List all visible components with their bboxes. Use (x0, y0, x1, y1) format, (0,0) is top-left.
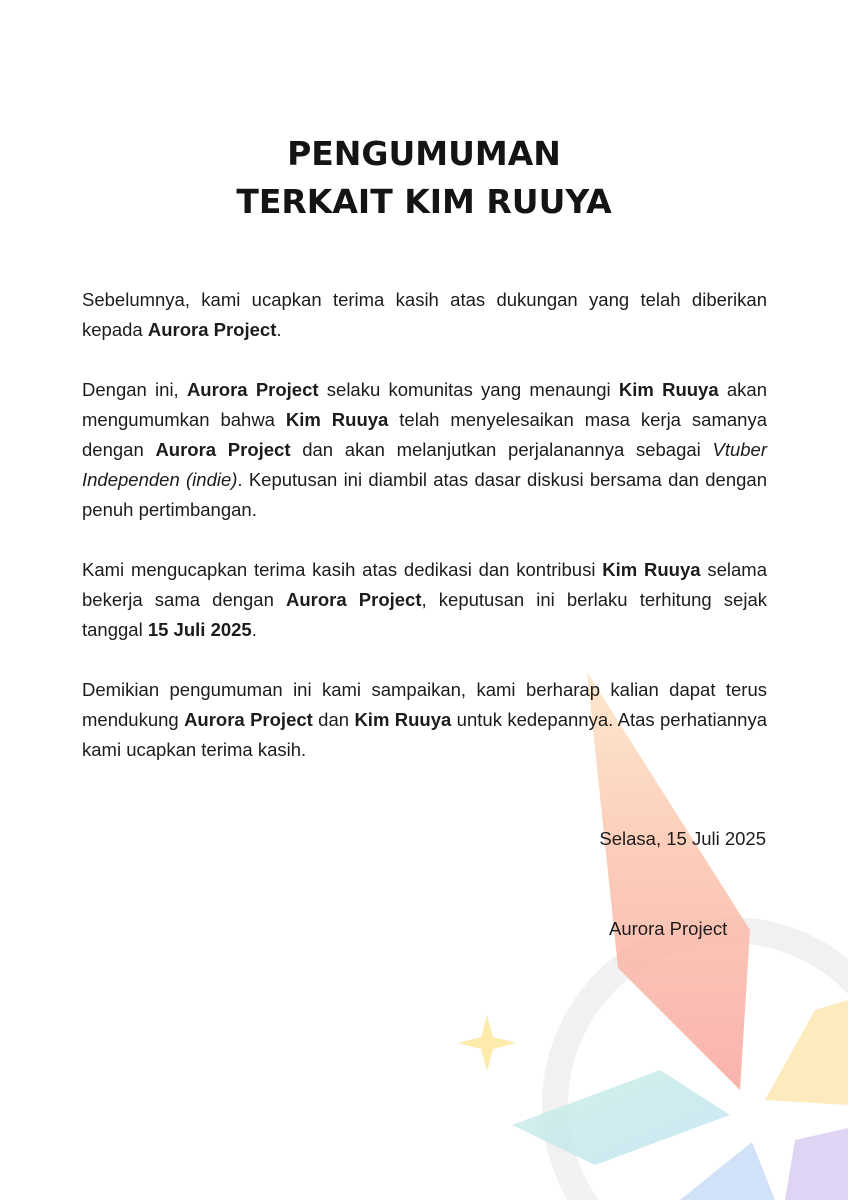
title-line-2: TERKAIT KIM RUUYA (236, 182, 612, 221)
paragraph-announcement: Dengan ini, Aurora Project selaku komunitas yang menaungi Kim Ruuya akan mengumumkan bahwa Kim Ruuya telah menyelesaikan masa kerja samanya dengan Aurora Project dan akan melanjutkan perjalanannya sebagai Vtuber Independen (indie). Keputusan ini diambil atas dasar diskusi bersama dan dengan penuh pertimbangan. (82, 379, 767, 520)
signature-org: Aurora Project (609, 918, 728, 939)
org-name: Aurora Project (186, 379, 319, 400)
announcement-body (82, 285, 767, 795)
org-name: Aurora Project (286, 589, 422, 610)
watermark-blue-shard (680, 1142, 775, 1200)
title-line-1: PENGUMUMAN (287, 134, 561, 173)
watermark-yellow-shard (765, 1000, 848, 1105)
paragraph-gratitude: Sebelumnya, kami ucapkan terima kasih atas dukungan yang telah diberikan kepada Aurora Project. (82, 289, 767, 340)
watermark-purple-shard (785, 1128, 848, 1200)
status-term: Vtuber Independen (indie) (82, 439, 767, 490)
talent-name: Kim Ruuya (618, 379, 719, 400)
talent-name: Kim Ruuya (354, 709, 452, 730)
talent-name: Kim Ruuya (285, 409, 389, 430)
org-name: Aurora Project (147, 319, 277, 340)
paragraph-closing: Demikian pengumuman ini kami sampaikan, kami berharap kalian dapat terus mendukung Aurora Project dan Kim Ruuya untuk kedepannya. Atas perhatiannya kami ucapkan terima kasih. (82, 679, 767, 760)
sparkle-icon (458, 1015, 516, 1072)
org-name: Aurora Project (184, 709, 313, 730)
effective-date: 15 Juli 2025 (147, 619, 252, 640)
org-name: Aurora Project (155, 439, 291, 460)
announcement-date: Selasa, 15 Juli 2025 (599, 828, 766, 849)
talent-name: Kim Ruuya (602, 559, 701, 580)
page-title (0, 130, 848, 226)
paragraph-thanks: Kami mengucapkan terima kasih atas dedikasi dan kontribusi Kim Ruuya selama bekerja sama dengan Aurora Project, keputusan ini berlaku terhitung sejak tanggal 15 Juli 2025. (82, 559, 767, 640)
